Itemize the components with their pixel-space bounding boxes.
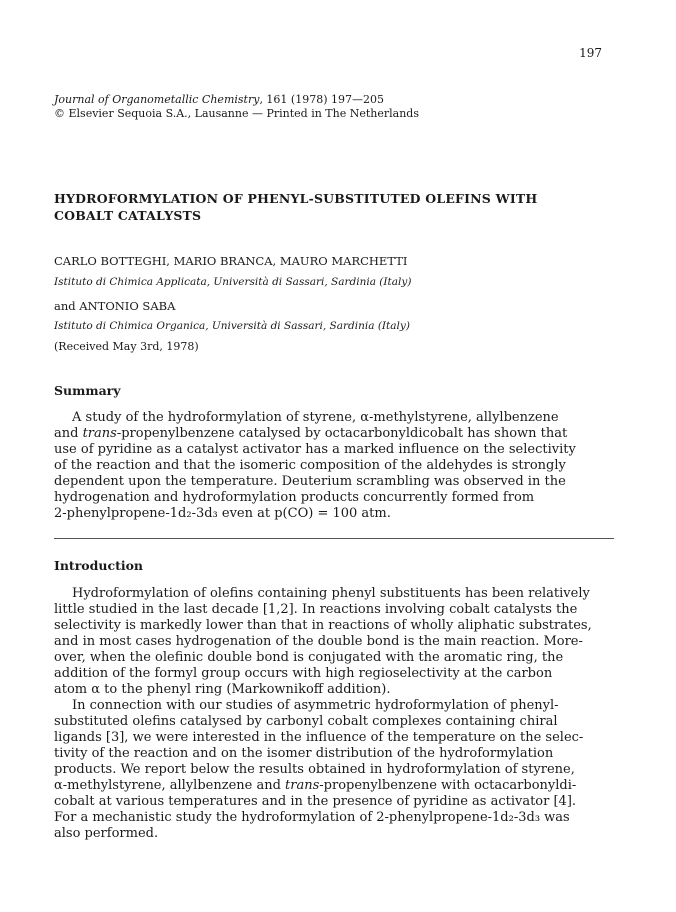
text-line: A study of the hydroformylation of styrene, α-methylstyrene, allylbenzene bbox=[72, 410, 559, 425]
text-line: over, when the olefinic double bond is conjugated with the aromatic ring, the bbox=[54, 650, 564, 665]
text-line: hydrogenation and hydroformylation products concurrently formed from bbox=[54, 490, 535, 505]
journal-citation bbox=[54, 93, 419, 121]
text-line: of the reaction and that the isomeric composition of the aldehydes is strongly bbox=[54, 458, 566, 473]
text-line: products. We report below the results obtained in hydroformylation of styrene, bbox=[54, 762, 575, 777]
received-date: (Received May 3rd, 1978) bbox=[54, 340, 199, 353]
text-line: also performed. bbox=[54, 826, 159, 841]
introduction-heading: Introduction bbox=[54, 558, 144, 573]
text-line: Hydroformylation of olefins containing phenyl substituents has been relatively bbox=[72, 586, 590, 601]
text-line: cobalt at various temperatures and in the presence of pyridine as activator [4]. bbox=[54, 794, 577, 809]
journal-name: Journal of Organometallic Chemistry bbox=[54, 93, 260, 106]
page-number: 197 bbox=[579, 46, 602, 60]
text-line: dependent upon the temperature. Deuterium scrambling was observed in the bbox=[54, 474, 566, 489]
text-line: α-methylstyrene, allylbenzene and trans-propenylbenzene with octacarbonyldi- bbox=[54, 778, 577, 793]
summary-heading: Summary bbox=[54, 383, 121, 398]
section-divider bbox=[54, 538, 614, 539]
text-line: atom α to the phenyl ring (Markownikoff addition). bbox=[54, 682, 391, 697]
text-line: substituted olefins catalysed by carbonyl cobalt complexes containing chiral bbox=[54, 714, 558, 729]
text-line: and in most cases hydrogenation of the double bond is the main reaction. More- bbox=[54, 634, 583, 649]
affiliation-1: Istituto di Chimica Applicata, Università di Sassari, Sardinia (Italy) bbox=[54, 276, 412, 288]
journal-volume: , 161 (1978) 197—205 bbox=[259, 93, 384, 106]
publisher-line: © Elsevier Sequoia S.A., Lausanne — Printed in The Netherlands bbox=[54, 107, 419, 120]
text-line: For a mechanistic study the hydroformylation of 2-phenylpropene-1d₂-3d₃ was bbox=[54, 810, 570, 825]
title-line: HYDROFORMYLATION OF PHENYL-SUBSTITUTED OLEFINS WITH bbox=[54, 191, 538, 206]
text-line: and trans-propenylbenzene catalysed by octacarbonyldicobalt has shown that bbox=[54, 426, 568, 441]
text-line: tivity of the reaction and on the isomer distribution of the hydroformylation bbox=[54, 746, 554, 761]
summary-paragraph bbox=[54, 410, 624, 522]
introduction-paragraph-1 bbox=[54, 586, 624, 698]
paper-title bbox=[54, 190, 634, 224]
text-line: use of pyridine as a catalyst activator has a marked influence on the selectivity bbox=[54, 442, 576, 457]
title-line: COBALT CATALYSTS bbox=[54, 208, 202, 223]
affiliation-2: Istituto di Chimica Organica, Università di Sassari, Sardinia (Italy) bbox=[54, 320, 410, 332]
text-line: ligands [3], we were interested in the influence of the temperature on the selec- bbox=[54, 730, 584, 745]
text-line: little studied in the last decade [1,2]. In reactions involving cobalt catalysts the bbox=[54, 602, 578, 617]
text-line: 2-phenylpropene-1d₂-3d₃ even at p(CO) = 100 atm. bbox=[54, 506, 391, 521]
text-line: In connection with our studies of asymmetric hydroformylation of phenyl- bbox=[72, 698, 559, 713]
text-line: addition of the formyl group occurs with high regioselectivity at the carbon bbox=[54, 666, 553, 681]
text-line: selectivity is markedly lower than that in reactions of wholly aliphatic substrates, bbox=[54, 618, 592, 633]
author-list: CARLO BOTTEGHI, MARIO BRANCA, MAURO MARCHETTI bbox=[54, 254, 408, 268]
introduction-paragraph-2 bbox=[54, 698, 624, 842]
author-second: and ANTONIO SABA bbox=[54, 299, 176, 313]
